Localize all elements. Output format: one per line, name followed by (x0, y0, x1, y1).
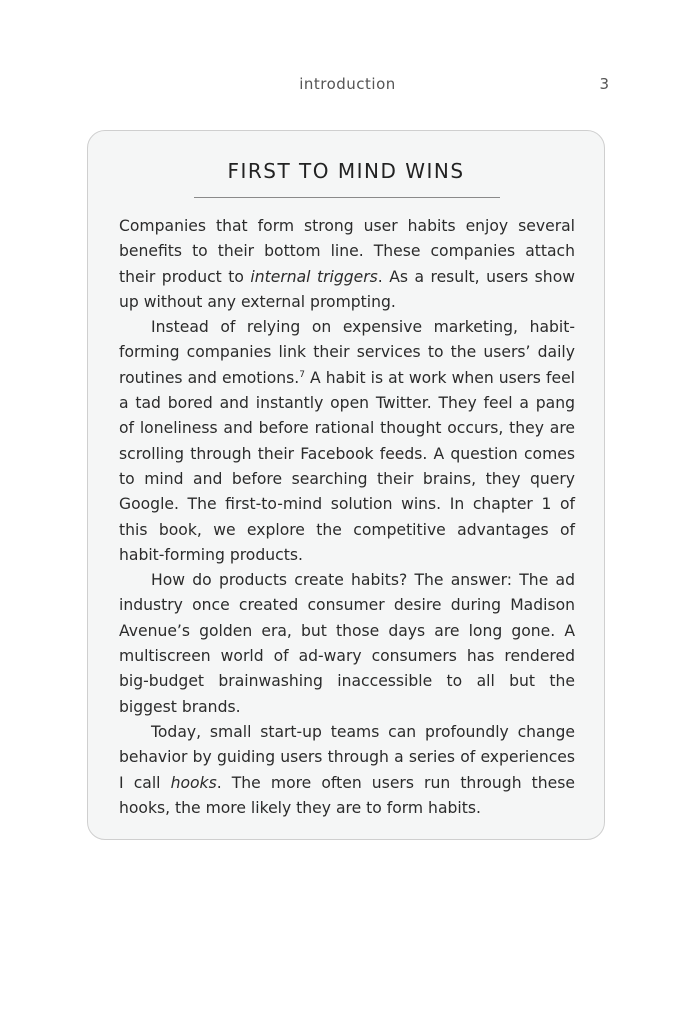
paragraph-4-italic-term: hooks (170, 773, 217, 792)
paragraph-1-text-a: Companies that form strong user habits enjoy several benefits to their bottom line. These companies attach their product to (119, 217, 575, 286)
paragraph-4-text-b: . The more often users run through these hooks, the more likely they are to form habits. (119, 773, 575, 817)
sidebar-box (87, 130, 605, 840)
paragraph-2 (119, 315, 575, 568)
page-number: 3 (599, 75, 609, 93)
paragraph-3: How do products create habits? The answer: The ad industry once created consumer desire during Madison Avenue’s golden era, but those days are long gone. A multiscreen world of ad-wary consumers has rendered big-budget brainwashing inaccessible to all but the biggest brands. (119, 571, 575, 716)
paragraph-4-text-a: Today, small start-up teams can profoundly change behavior by guiding users through a series of experiences I call (119, 722, 575, 792)
paragraph-1-italic-term: internal triggers (250, 267, 378, 286)
paragraph-4 (119, 720, 575, 821)
title-rule (194, 197, 500, 198)
sidebar-title: FIRST TO MIND WINS (227, 159, 465, 183)
paragraph-1 (119, 214, 575, 315)
paragraph-2-text-a: Instead of relying on expensive marketing, habit-forming companies link their services to the users’ daily routines and emotions. (119, 318, 575, 387)
paragraph-2-text-b: A habit is at work when users feel a tad bored and instantly open Twitter. They feel a pang of loneliness and before rational thought occurs, they are scrolling through their Facebook feeds. A question comes to mind and before searching their brains, they query Google. The first-to-mind solution wins. In chapter 1 of this book, we explore the competitive advantages of habit-forming products. (119, 368, 575, 564)
running-head (0, 75, 695, 95)
running-head-section: introduction (299, 75, 396, 93)
sidebar-body (119, 214, 575, 821)
paragraph-1-text-b: . As a result, users show up without any external prompting. (119, 267, 575, 311)
footnote-marker: 7 (299, 369, 305, 380)
